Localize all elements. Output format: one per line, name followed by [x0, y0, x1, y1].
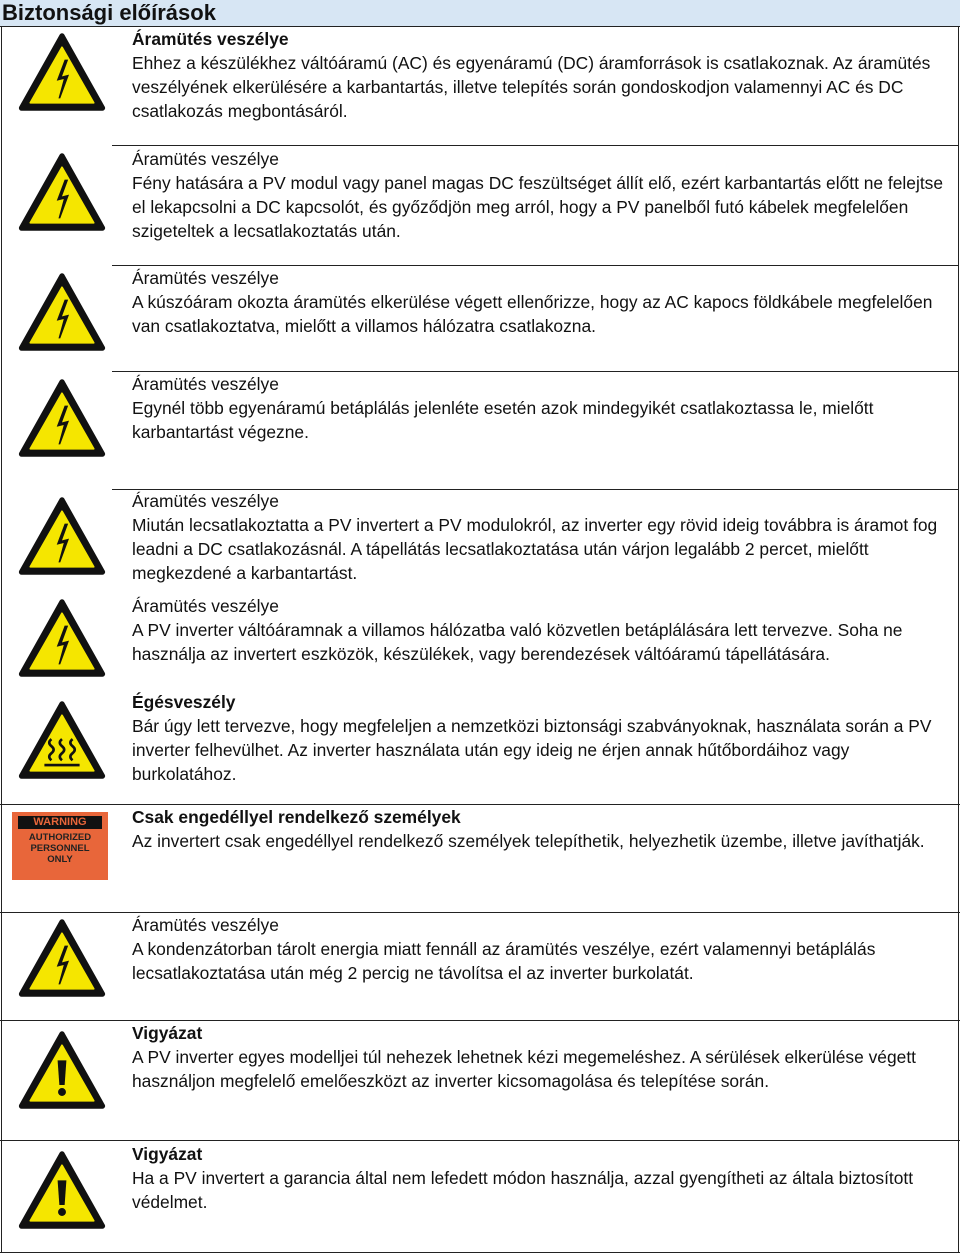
electric-hazard-icon — [18, 918, 106, 998]
section-title: Áramütés veszélye — [132, 491, 279, 511]
safety-section — [132, 1021, 957, 1093]
section-title: Égésveszély — [132, 692, 236, 712]
safety-section — [132, 1142, 957, 1214]
section-text: Ehhez a készülékhez váltóáramú (AC) és egyenáramú (DC) áramforrások is csatlakoznak. Az áramütés veszélyének elkerülésére a karbantartás, illetve telepítés során gondoskodjon valamennyi AC és DC csatlakozás megbontásáról. — [132, 53, 931, 121]
hot-surface-icon — [18, 700, 106, 780]
table-left-border — [1, 26, 2, 1253]
row-divider — [112, 145, 958, 146]
warning-sign-line: ONLY — [47, 854, 73, 865]
electric-hazard-icon — [18, 152, 106, 232]
section-text: Miután lecsatlakoztatta a PV invertert a PV modulokról, az inverter egy rövid ideig továbbra is áramot fog leadni a DC csatlakozásnál. A tápellátás lecsatlakoztatása után várjon legalább 2 percet, mielőtt megkezdené a karbantartást. — [132, 515, 938, 583]
row-divider — [0, 1252, 960, 1253]
safety-section — [132, 690, 957, 786]
safety-section — [132, 266, 957, 338]
safety-section — [132, 147, 957, 243]
safety-section — [132, 27, 957, 123]
safety-section — [132, 805, 957, 853]
section-text: A kondenzátorban tárolt energia miatt fennáll az áramütés veszélye, ezért valamennyi betáplálás lecsatlakoztatása után még 2 percig ne távolítsa el az inverter burkolatát. — [132, 939, 876, 983]
section-text: Ha a PV invertert a garancia által nem lefedett módon használja, azzal gyengítheti az általa biztosított védelmet. — [132, 1168, 914, 1212]
row-divider — [0, 1140, 960, 1141]
safety-section — [132, 372, 957, 444]
authorized-personnel-sign-icon — [12, 812, 108, 880]
caution-exclamation-icon — [18, 1030, 106, 1110]
section-title: Áramütés veszélye — [132, 149, 279, 169]
section-title: Áramütés veszélye — [132, 268, 279, 288]
safety-section — [132, 594, 957, 666]
electric-hazard-icon — [18, 32, 106, 112]
warning-sign-line: AUTHORIZED — [28, 832, 92, 843]
warning-sign-line: PERSONNEL — [30, 843, 90, 854]
electric-hazard-icon — [18, 598, 106, 678]
section-text: Az invertert csak engedéllyel rendelkező személyek telepíthetik, helyezhetik üzembe, illetve javíthatják. — [132, 831, 925, 851]
section-text: Egynél több egyenáramú betáplálás jelenléte esetén azok mindegyikét csatlakoztassa le, mielőtt karbantartást végezne. — [132, 398, 874, 442]
section-text: A kúszóáram okozta áramütés elkerülése végett ellenőrizze, hogy az AC kapocs földkábele megfelelően van csatlakoztatva, mielőtt a villamos hálózatra csatlakozna. — [132, 292, 933, 336]
section-title: Áramütés veszélye — [132, 596, 279, 616]
section-title: Áramütés veszélye — [132, 29, 289, 49]
section-title: Vigyázat — [132, 1023, 203, 1043]
section-text: A PV inverter egyes modelljei túl nehezek lehetnek kézi megemeléshez. A sérülések elkerülése végett használjon megfelelő emelőeszközt az inverter kicsomagolása és telepítése során. — [132, 1047, 916, 1091]
section-text: Fény hatására a PV modul vagy panel magas DC feszültséget állít elő, ezért karbantartás előtt ne felejtse el lekapcsolni a DC kapcsolót, és győződjön meg arról, hogy a PV panelből futó kábelek megfelelően szigeteltek a lecsatlakoztatás után. — [132, 173, 944, 241]
section-title: Csak engedéllyel rendelkező személyek — [132, 807, 461, 827]
page-title: Biztonsági előírások — [0, 0, 960, 26]
electric-hazard-icon — [18, 496, 106, 576]
section-title: Áramütés veszélye — [132, 374, 279, 394]
safety-section — [132, 489, 957, 585]
electric-hazard-icon — [18, 272, 106, 352]
safety-section — [132, 913, 957, 985]
caution-exclamation-icon — [18, 1150, 106, 1230]
section-title: Áramütés veszélye — [132, 915, 279, 935]
section-title: Vigyázat — [132, 1144, 203, 1164]
section-text: Bár úgy lett tervezve, hogy megfeleljen a nemzetközi biztonsági szabványoknak, használata során a PV inverter felhevülhet. Az inverter használata után egy ideig ne érjen annak hűtőbordáihoz vagy burkolatához. — [132, 716, 932, 784]
electric-hazard-icon — [18, 378, 106, 458]
table-right-border — [958, 26, 959, 1253]
warning-sign-header: WARNING — [18, 816, 102, 829]
section-text: A PV inverter váltóáramnak a villamos hálózatba való közvetlen betáplálására lett tervezve. Soha ne használja az invertert eszközök, készülékek, vagy berendezések váltóáramú tápellátására. — [132, 620, 903, 664]
